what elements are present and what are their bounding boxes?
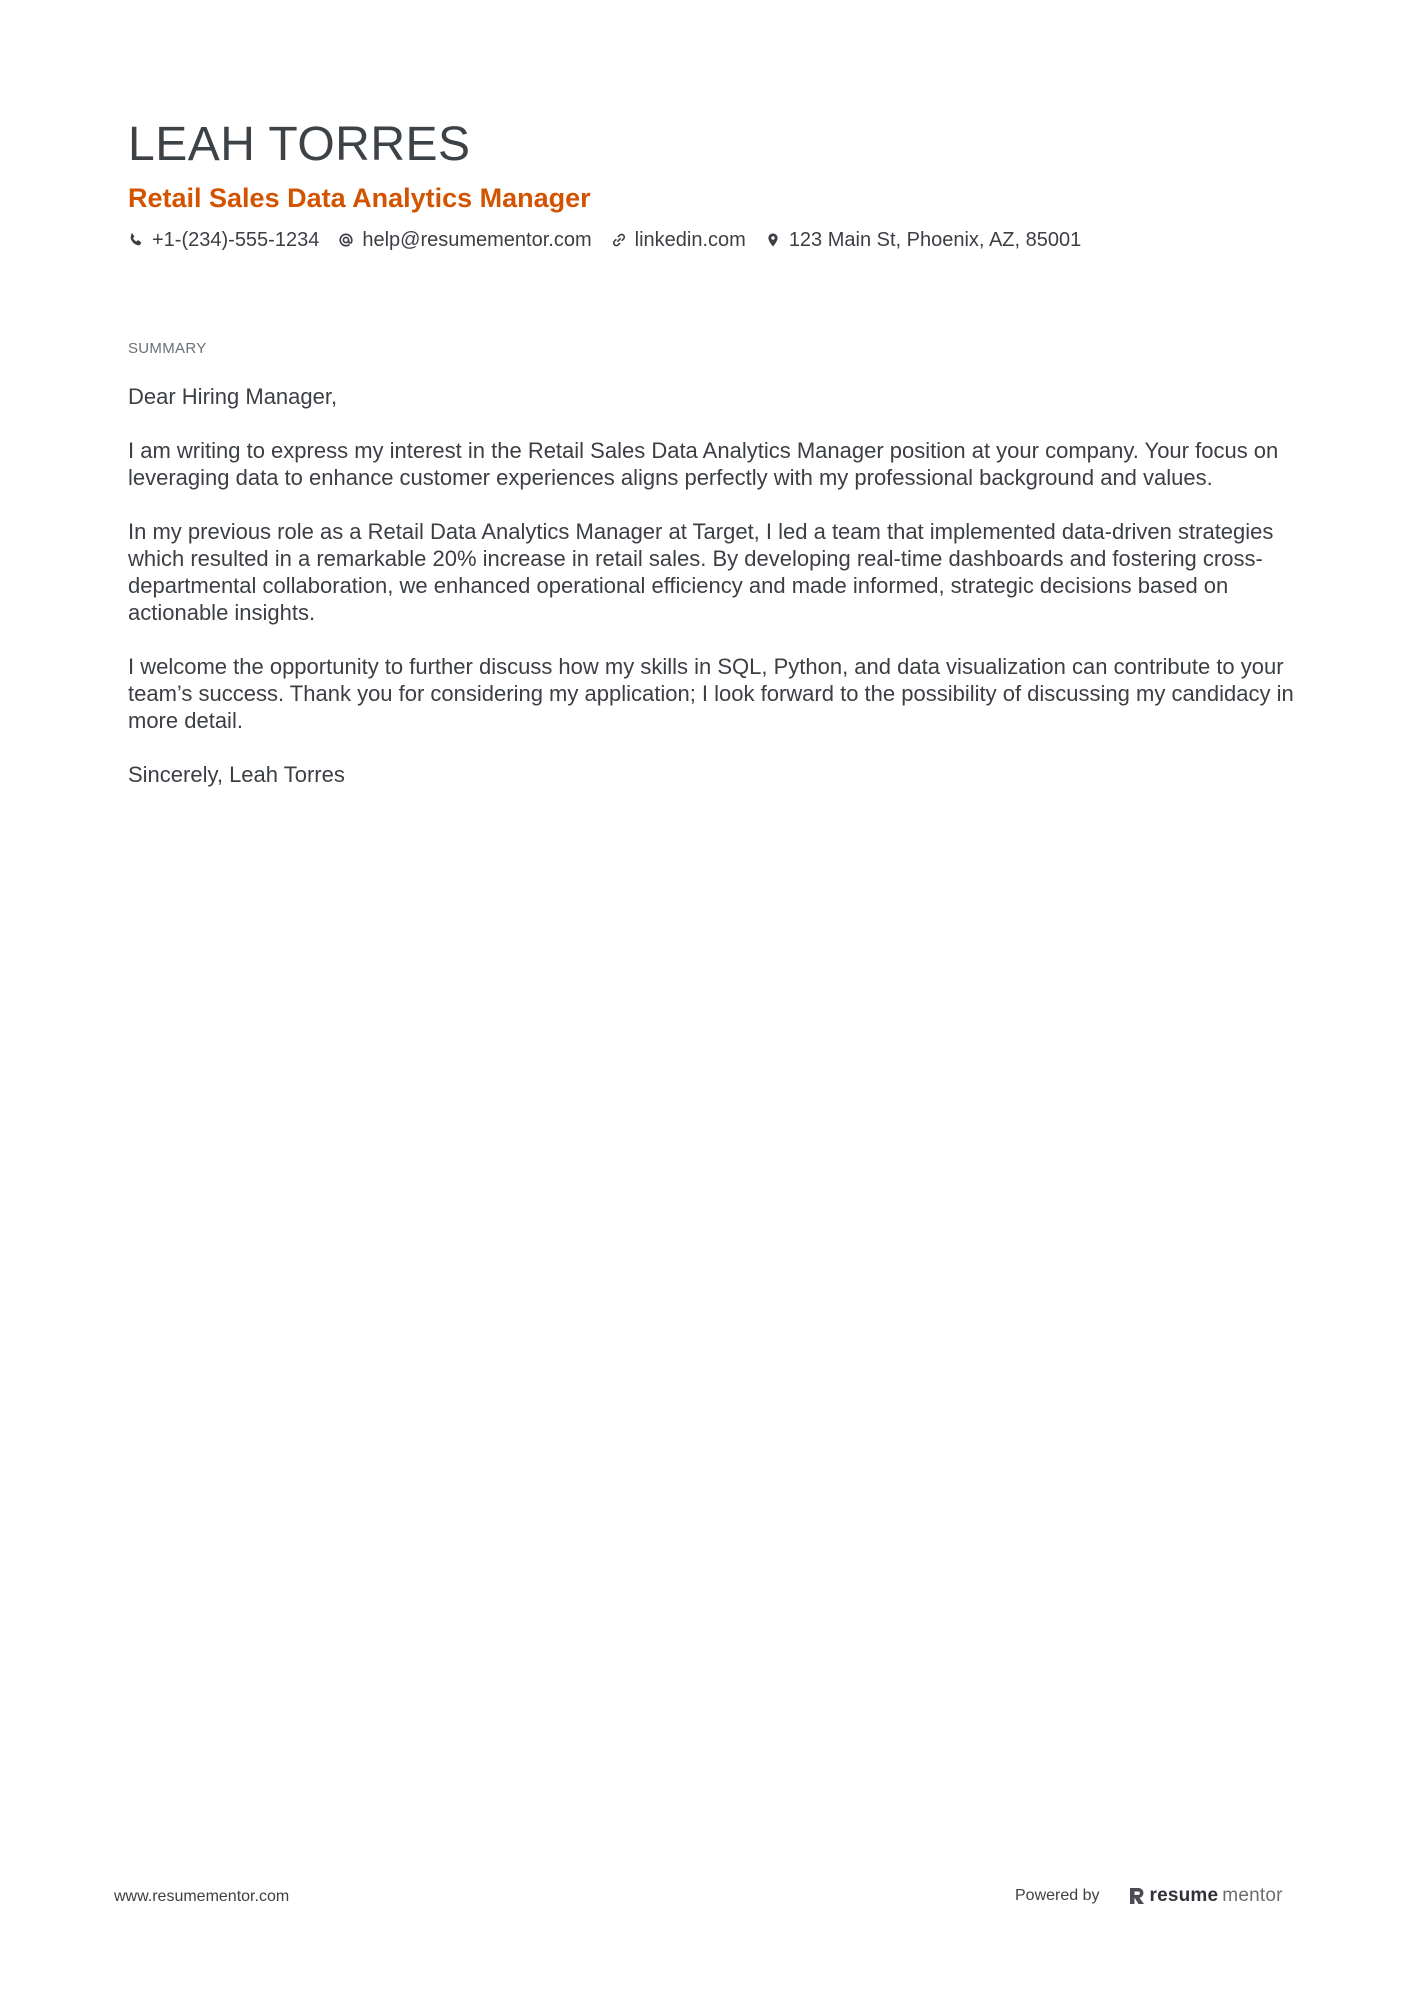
- location-pin-icon: [765, 232, 781, 248]
- letter-closing: Sincerely, Leah Torres: [128, 762, 345, 787]
- phone-icon: [128, 232, 144, 248]
- letter-body: [128, 383, 1298, 815]
- brand-name-part1: resume: [1149, 1885, 1219, 1906]
- brand-name-part2: mentor: [1222, 1885, 1283, 1906]
- at-icon: [338, 232, 354, 248]
- job-title: Retail Sales Data Analytics Manager: [128, 183, 591, 213]
- link-icon: [611, 232, 627, 248]
- letter-paragraph: In my previous role as a Retail Data Analytics Manager at Target, I led a team that implemented data-driven strategies which resulted in a remarkable 20% increase in retail sales. By developing real-time dashboards and fostering cross-departmental collaboration, we enhanced operational efficiency and made informed, strategic decisions based on actionable insights.: [128, 519, 1274, 625]
- candidate-name: LEAH TORRES: [128, 118, 471, 171]
- contact-phone: [128, 229, 319, 252]
- contact-linkedin[interactable]: [611, 229, 746, 252]
- resumementor-logo-icon: [1128, 1886, 1146, 1906]
- letter-greeting: Dear Hiring Manager,: [128, 384, 338, 409]
- letter-paragraph: I welcome the opportunity to further discuss how my skills in SQL, Python, and data visualization can contribute to your team’s success. Thank you for considering my application; I look forward to the possibility of discussing my candidacy in more detail.: [128, 654, 1294, 733]
- contact-bar: [128, 226, 1081, 254]
- footer-website-link[interactable]: www.resumementor.com: [114, 1888, 290, 1905]
- phone-number: +1-(234)-555-1234: [152, 228, 320, 251]
- contact-address: [765, 229, 1081, 252]
- address-text: 123 Main St, Phoenix, AZ, 85001: [788, 228, 1082, 251]
- powered-by-label: Powered by: [1015, 1887, 1100, 1904]
- brand-logo[interactable]: [1128, 1885, 1283, 1907]
- linkedin-link[interactable]: linkedin.com: [634, 228, 746, 251]
- email-address[interactable]: help@resumementor.com: [362, 228, 592, 251]
- section-heading-summary: SUMMARY: [128, 340, 207, 357]
- powered-by-badge[interactable]: [1015, 1885, 1283, 1907]
- contact-email[interactable]: [338, 229, 591, 252]
- letter-paragraph: I am writing to express my interest in the Retail Sales Data Analytics Manager position at your company. Your focus on leveraging data to enhance customer experiences aligns perfectly with my professional background and values.: [128, 438, 1279, 490]
